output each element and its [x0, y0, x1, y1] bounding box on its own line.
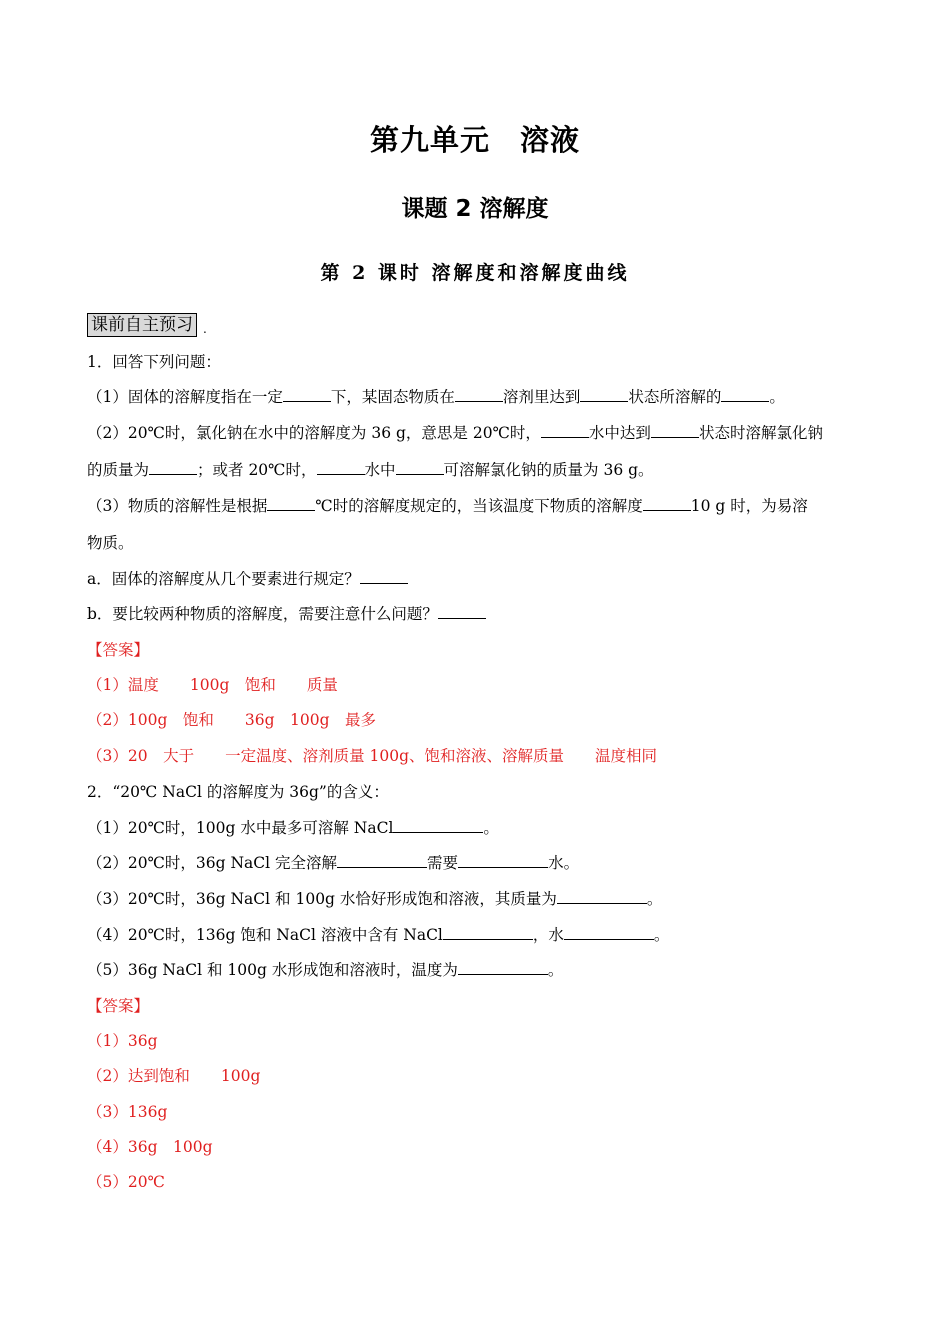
q1-answer-3: （3）20 大于 一定温度、溶剂质量 100g、饱和溶液、溶解质量 温度相同 — [87, 747, 658, 765]
blank[interactable] — [643, 496, 691, 511]
q1-part1: （1）固体的溶解度指在一定 下，某固态物质在 溶剂里达到 状态所溶解的 。 — [87, 388, 785, 406]
q2-part5: （5）36g NaCl 和 100g 水形成饱和溶液时，温度为 。 — [87, 961, 564, 979]
lesson-title: 第 2 课时 溶解度和溶解度曲线 — [320, 262, 630, 284]
blank[interactable] — [557, 889, 647, 904]
blank[interactable] — [541, 423, 589, 438]
unit-title: 第九单元 溶液 — [369, 123, 580, 157]
blank[interactable] — [721, 387, 769, 402]
blank[interactable] — [580, 387, 628, 402]
topic-title: 课题 2 溶解度 — [401, 196, 549, 222]
blank[interactable] — [651, 423, 699, 438]
q2-answer-label: 【答案】 — [87, 997, 150, 1015]
q1-question-b: b．要比较两种物质的溶解度，需要注意什么问题？ — [87, 604, 867, 624]
q2-part2: （2）20℃时，36g NaCl 完全溶解 需要 水。 — [87, 854, 580, 872]
q2-stem: 2．“20℃ NaCl 的溶解度为 36g”的含义： — [87, 783, 389, 801]
q1-part3a: （3）物质的溶解性是根据 ℃时的溶解度规定的，当该温度下物质的溶解度 10 g 时，为易溶 — [87, 497, 808, 515]
blank[interactable] — [149, 460, 197, 475]
q1-answer-1: （1）温度 100g 饱和 质量 — [87, 676, 338, 694]
blank[interactable] — [393, 818, 483, 833]
q1-answer-label: 【答案】 — [87, 641, 150, 659]
q2-answer-5: （5）20℃ — [87, 1173, 165, 1191]
blank[interactable] — [317, 460, 365, 475]
q2-answer-2: （2）达到饱和 100g — [87, 1067, 261, 1085]
q2-answer-4: （4）36g 100g — [87, 1138, 213, 1156]
blank[interactable] — [360, 569, 408, 584]
q1-part2a: （2）20℃时，氯化钠在水中的溶解度为 36 g，意思是 20℃时， 水中达到 状态时溶解氯化钠 — [87, 424, 823, 442]
blank[interactable] — [438, 604, 486, 619]
blank[interactable] — [283, 387, 331, 402]
q2-part4: （4）20℃时，136g 饱和 NaCl 溶液中含有 NaCl ，水 。 — [87, 926, 670, 944]
q2-answer-1: （1）36g — [87, 1032, 158, 1050]
blank[interactable] — [458, 853, 548, 868]
section-label: 课前自主预习 — [87, 313, 197, 337]
blank[interactable] — [564, 925, 654, 940]
q1-part2b: 的质量为 ；或者 20℃时， 水中 可溶解氯化钠的质量为 36 g。 — [87, 461, 654, 479]
q2-answer-3: （3）136g — [87, 1103, 168, 1121]
q1-answer-2: （2）100g 饱和 36g 100g 最多 — [87, 711, 377, 729]
q1-part3b: 物质。 — [87, 534, 134, 552]
blank[interactable] — [396, 460, 444, 475]
blank[interactable] — [458, 960, 548, 975]
blank[interactable] — [337, 853, 427, 868]
blank[interactable] — [443, 925, 533, 940]
q2-part1: （1）20℃时，100g 水中最多可溶解 NaCl 。 — [87, 819, 499, 837]
blank[interactable] — [455, 387, 503, 402]
q1-stem: 1．回答下列问题： — [87, 353, 221, 371]
section-trail: . — [203, 322, 207, 336]
q1-question-a: a．固体的溶解度从几个要素进行规定？ — [87, 569, 867, 589]
q2-part3: （3）20℃时，36g NaCl 和 100g 水恰好形成饱和溶液，其质量为 。 — [87, 890, 663, 908]
blank[interactable] — [267, 496, 315, 511]
